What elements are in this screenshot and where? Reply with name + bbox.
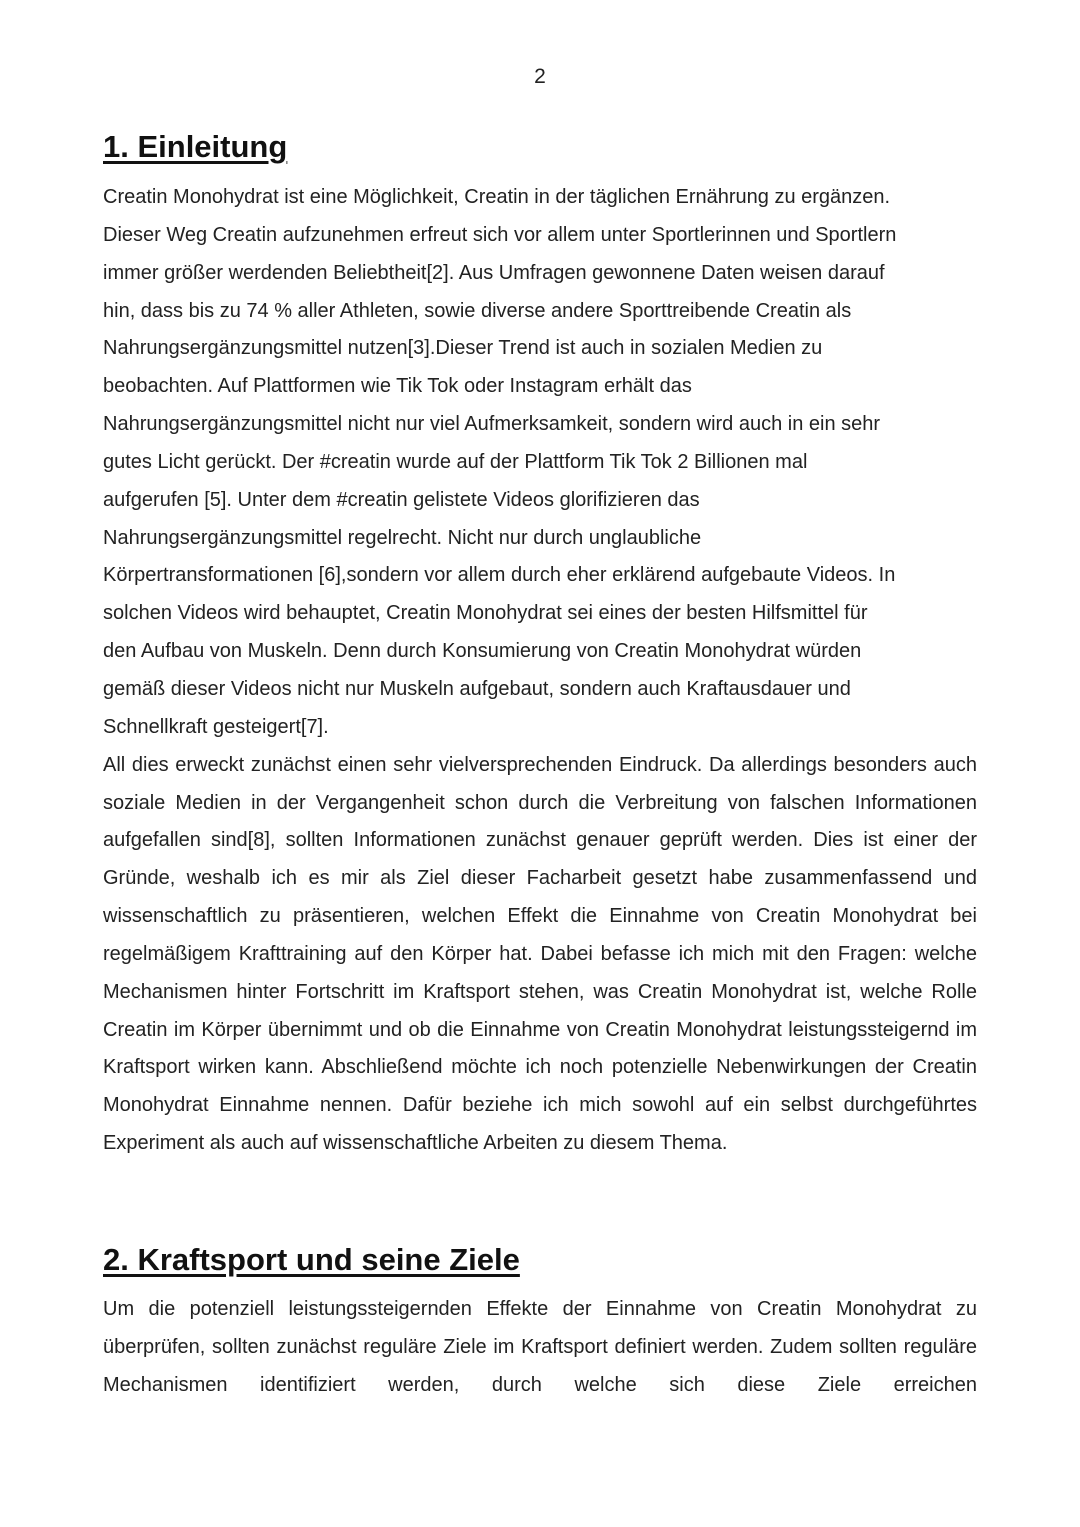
text-line: Schnellkraft gesteigert[7]. [103,715,329,738]
text-line: gemäß dieser Videos nicht nur Muskeln aufgebaut, sondern auch Kraftausdauer und [103,677,851,700]
text-line: gutes Licht gerückt. Der #creatin wurde auf der Plattform Tik Tok 2 Billionen mal [103,450,808,473]
section-1-body [103,179,977,1163]
section-1-heading-container [103,128,977,166]
text-line: Nahrungsergänzungsmittel nicht nur viel Aufmerksamkeit, sondern wird auch in ein sehr [103,413,881,436]
text-line: Dieser Weg Creatin aufzunehmen erfreut sich vor allem unter Sportlerinnen und Sportlern [103,223,897,246]
kraftsport-paragraph: Um die potenziell leistungssteigernden Effekte der Einnahme von Creatin Monohydrat zu überprüfen, sollten zunächst reguläre Ziele im Kraftsport definiert werden. Zudem sollten reguläre Mechanismen identifiziert werden, durch welche sich diese Ziele erreichen [103,1298,977,1396]
intro-paragraph [103,179,977,747]
text-line: Nahrungsergänzungsmittel nutzen[3].Dieser Trend ist auch in sozialen Medien zu [103,337,823,360]
section-heading-kraftsport: 2. Kraftsport und seine Ziele [103,1242,520,1277]
section-heading-einleitung: 1. Einleitung [103,129,288,164]
text-line: beobachten. Auf Plattformen wie Tik Tok oder Instagram erhält das [103,375,692,398]
goal-paragraph: All dies erweckt zunächst einen sehr vielversprechenden Eindruck. Da allerdings besonders auch soziale Medien in der Vergangenheit schon durch die Verbreitung von falschen Informationen aufgefallen sind[8], sollten Informationen zunächst genauer geprüft werden. Dies ist einer der Gründe, weshalb ich es mir als Ziel dieser Facharbeit gesetzt habe zusammenfassend und wissenschaftlich zu präsentieren, welchen Effekt die Einnahme von Creatin Monohydrat bei regelmäßigem Krafttraining auf den Körper hat. Dabei befasse ich mich mit den Fragen: welche Mechanismen hinter Fortschritt im Kraftsport stehen, was Creatin Monohydrat ist, welche Rolle Creatin im Körper übernimmt und ob die Einnahme von Creatin Monohydrat leistungssteigernd im Kraftsport wirken kann. Abschließend möchte ich noch potenzielle Nebenwirkungen der Creatin Monohydrat Einnahme nennen. Dafür beziehe ich mich sowohl auf ein selbst durchgeführtes Experiment als auch auf wissenschaftliche Arbeiten zu diesem Thema. [103,753,977,1155]
text-line: immer größer werdenden Beliebtheit[2]. Aus Umfragen gewonnene Daten weisen darauf [103,261,885,284]
section-2-body [103,1291,977,1405]
text-line: hin, dass bis zu 74 % aller Athleten, sowie diverse andere Sporttreibende Creatin als [103,299,852,322]
text-line: den Aufbau von Muskeln. Denn durch Konsumierung von Creatin Monohydrat würden [103,640,862,663]
text-line: aufgerufen [5]. Unter dem #creatin gelistete Videos glorifizieren das [103,488,700,511]
text-line: Creatin Monohydrat ist eine Möglichkeit, Creatin in der täglichen Ernährung zu ergänzen. [103,186,891,208]
section-2-heading-container [103,1241,977,1279]
page-number: 2 [534,65,546,88]
text-line: Nahrungsergänzungsmittel regelrecht. Nicht nur durch unglaubliche [103,526,702,549]
text-line: Körpertransformationen [6],sondern vor allem durch eher erklärend aufgebaute Videos. In [103,564,896,587]
text-line: solchen Videos wird behauptet, Creatin Monohydrat sei eines der besten Hilfsmittel für [103,602,868,625]
